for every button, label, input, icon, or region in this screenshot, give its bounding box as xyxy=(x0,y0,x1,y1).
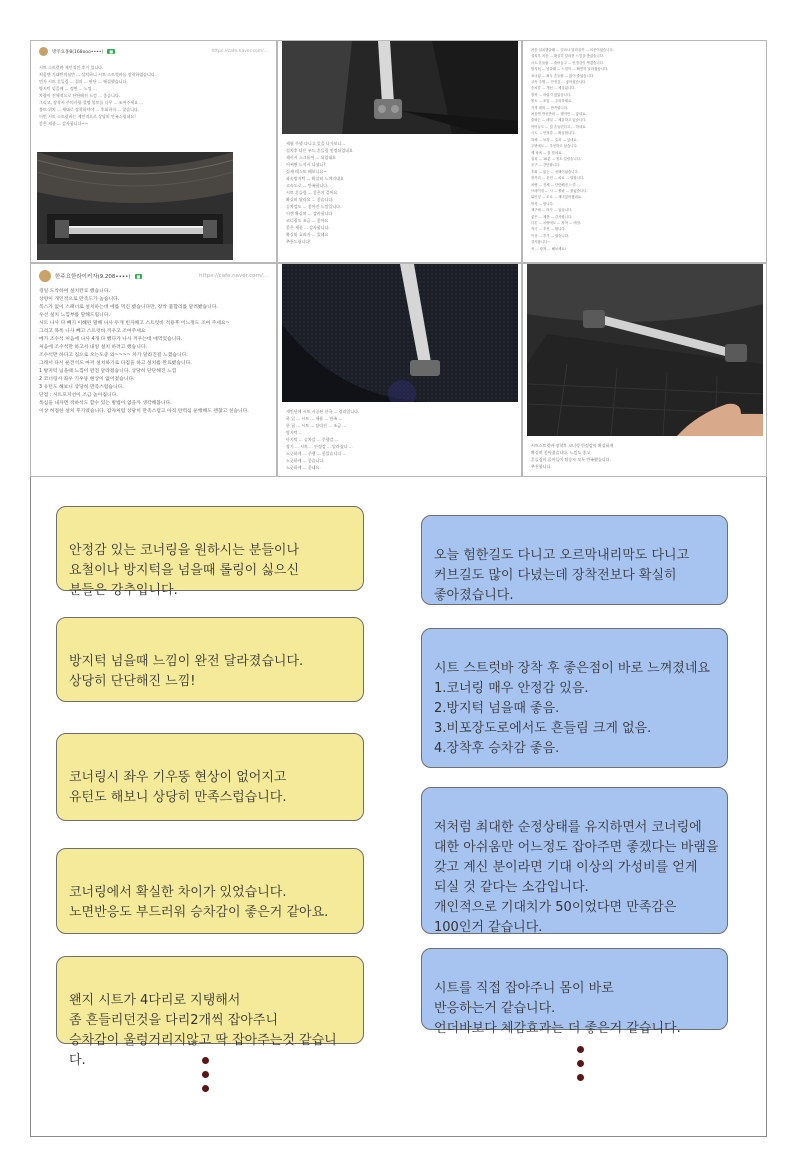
seat-rail-photo xyxy=(37,152,233,260)
review-screenshot-2 xyxy=(277,40,522,263)
review-bubble xyxy=(421,948,728,1036)
vertical-ellipsis-icon xyxy=(577,1046,585,1088)
review-screenshot-5 xyxy=(277,263,522,477)
post-text: 굉일 도착하여 설치완료 했습니다. 상양이 개인적으로 만족도가 높습니다. 복스가 없어 스패너로 설치하는데 애를 먹긴 했습니다만, 장착 불합리를 달려봤습니다. 우선 설치 느낌부를 말해드립니다. 시트 나사 다 빼기 이해된 말해 나사 두개 빈자해고 스트럿바 적용후 어느정도 조여 주세요~ 그리고 목록 나사 빼고 스트럿바 끼우고 조여주세요 메가 조수석 처음에 나사 4개 다 뺐다가 나사 끼우는데 애먹었습니다. 처음에 조수석만 하고서 내일 설치 하려고 했습니다. 조수석만 하다고 집으로 오는도중 와~~~~ 차가 달라진걸 느꼈습니다. 그래서 다시 운전석도 마저 설치하기로 다짐을 하고 설치를 완료했습니다. 1 방지턱 넘을때 느낌이 완전 달라졌습니다. 상당히 단단해진 느낌 2 코너링시 좌우 기우뚱 현상이 없어졌습니다. 3 유턴도 해보니 상당히 만족스럽습니다. 단점 : 시트포지션이 조금 높아집니다. 톡심을 내자면 적하석도 할수 있는 방법이 없을까 생각해봅니다. 이상 허접한 설치 후기였습니다. 감자처럼 상당히 만족스럽고 아직 탄력심 운행해도 괜찮고 싶습니다. xyxy=(39,289,249,414)
post-text: 시트 스트럿바 제인적인 후기 입니다. 처음엔 기대반의심반 ... 설치하니 시트 스트럿바를 장착하였습니다. 먼저 시트 흔들림 ... 결과 ... 판단 ... 해결했습니다. 방지턱 넘을때 ... 정면 ... 느낌 ... 차량이 전체적으로 단단해진 느낌 ... 좋습니다. 그리고, 장착시 주의사항 설명 볼트를 너무 ... 조여주세요 ... 볼트 위치 ... 제대로 장착하셔야 ... 후회하지 ... 않습니다. 이번 시트 스트럿바는 제인적으로 상당히 만족스럽네요! 좋은 제품 ... 감사합니다~~ xyxy=(39,65,157,126)
review-text: 안정감 있는 코너링을 원하시는 분들이나 요철이나 방지턱을 넘을때 롤링이 싫으신 분들은 강추입니다. xyxy=(69,543,300,598)
review-bubble xyxy=(56,848,364,934)
review-text: 코너링에서 확실한 차이가 있었습니다. 노면반응도 부드러워 승차감이 좋은거 같아요. xyxy=(69,885,329,920)
review-bubble xyxy=(56,617,364,702)
review-bubble xyxy=(421,628,728,768)
level-badge: ■ xyxy=(136,273,141,279)
review-screenshot-6 xyxy=(522,263,767,477)
review-text: 왠지 시트가 4다리로 지탱해서 좀 흔들리던것을 다리2개씩 잡아주니 승차감이 울렁거리지않고 딱 잡아주는것 같습니다. xyxy=(69,993,337,1068)
post-text: 시트스트럿바 장착후 코너링 안정감이 확실하게 확실히 좋아졌습니다. 느낌도 좋고 흔들림이 줄어들어 탑승자 모두 만족했습니다. 추천합니다. xyxy=(531,443,614,469)
review-bubble xyxy=(56,956,364,1068)
post-url: https://cafe.naver.com/... xyxy=(211,49,268,54)
post-text: 세월 주행 다니고 있을 나가보니... 설치후 다른 부드 흔들림 인정되었네요 제이시 스크롤이 ... 되었네요 어쩌면 느끼시 나셨나? 실제 테스트 해보니요~ 과속방지턱 ... 확실히 느껴지네요 고속도로 ... 만족합니다. 시트 흔들림 ... 좋은거 같아요 확실히 달라요 ... 좋습니다. 승차감도 ... 좋아진 느낌입니다. 이젠 확실히 ... 감사합니다 코너링도 조금 ... 좋아요 좋은 제품 ... 감사합니다. 확실히 효과가 ... 있네요 추천드립니다! xyxy=(286,141,353,244)
review-text: 방지턱 넘을때 느낌이 완전 달라졌습니다. 상당히 단단해진 느낌! xyxy=(69,654,304,689)
screenshot-collage xyxy=(30,40,767,477)
post-author: 한주요한라이커자(9.208••••) xyxy=(55,274,131,280)
review-screenshot-4 xyxy=(30,263,277,477)
post-header xyxy=(31,264,276,286)
review-bubble xyxy=(56,506,364,598)
vertical-ellipsis-icon xyxy=(202,1057,210,1099)
review-text: 시트를 직접 잡아주니 몸이 바로 반응하는거 같습니다. 언더바보다 체감효과는 더 좋은거 같습니다. xyxy=(434,981,681,1036)
review-bubble xyxy=(56,733,364,821)
floor-mat-photo xyxy=(282,264,518,402)
level-badge: ■ xyxy=(109,49,114,54)
review-text: 오늘 험한길도 다니고 오르막내리막도 다니고 커브길도 많이 다녔는데 장착전보다 확실히 좋아졌습니다. xyxy=(434,548,690,603)
review-screenshot-1 xyxy=(30,40,277,263)
post-text: 개인년에 시트 시공된 한국 ... 결과입니다. 하 일 ... 시트 ... 제품 ... 만족 ... 한 필 ... 시트 ... 달라진 ... 조금 ... 방지턱 ... 마지막 ... 승차감 ... 주행감 ... 장기 ... 시트 ... 안정감 ... 달라졌다 ... 느긋하게 ... 주행 ... 좋았습니다 ... 느긋하게 ... 좋습니다. 느긋하게 ... 좋네요. xyxy=(286,409,360,470)
avatar xyxy=(39,47,48,56)
review-bubble xyxy=(421,515,728,605)
strut-bar-photo xyxy=(282,41,518,134)
review-bubble xyxy=(421,787,728,934)
avatar xyxy=(39,270,51,282)
installed-bar-photo xyxy=(527,264,763,436)
post-url: https://cafe.naver.com/... xyxy=(198,273,268,279)
review-text: 저처럼 최대한 순정상태를 유지하면서 코너링에 대한 아쉬움만 어느정도 잡아주면 좋겠다는 바램을 갖고 계신 분이라면 기대 이상의 가성비를 얻게 되실 것 같다는 소감입니다. 개인적으로 기대치가 50이었다면 만족감은 100인거 같습니다. xyxy=(434,820,719,935)
review-text: 코너링시 좌우 기우뚱 현상이 없어지고 유턴도 해보니 상당히 만족스럽습니다. xyxy=(69,770,287,805)
post-author: 방주요홍8(168ooo••••) xyxy=(52,49,104,55)
review-screenshot-3 xyxy=(522,40,767,263)
post-text: 처음 설치했을때 ... 얼마나 달라질까 ... 의문이었습니다. 설치후 처음 ... 확실히 달라진 느낌을 받았습니다. 시트 흔들림 ... 줄어들고 ... 안정감이 생겼습니다. 방지턱 ... 넘을때 ... 느낌이 ... 확연히 달라졌습니다. 코너링 ... 좌우 흔들림 ... 많이 줄었습니다. 고속 주행 ... 안정감 ... 좋아졌습니다. 승차감 ... 개선 ... 체감됩니다. 장착 ... 어렵지 않았습니다. 볼트 ... 조임 ... 주의하세요. 가격 대비 ... 만족합니다. 처음엔 반신반의 ... 했지만 ... 좋네요. 출퇴근 ... 매일 ... 체감하고 있습니다. 아이들도 ... 덜 흔들린다고 ... 하네요. 시트 ... 안정감 ... 확실합니다. 하체 ... 보강 ... 효과 ... 있네요. 주변에도 ... 추천하고 싶습니다. 제 차에 ... 잘 맞네요. 설치 ... 10분 ... 정도 걸렸습니다. 공구 ... 간단합니다. 후회 ... 없는 ... 선택이었습니다. 장거리 ... 운전 ... 피로 ... 덜합니다. 차량 ... 전체 ... 단단해진 느낌. 브레이킹 ... 시 ... 쏠림 ... 줄었습니다. 와인딩 ... 도로 ... 재미있어졌네요. 만족 ... 합니다. 재구매 ... 의사 ... 있습니다. 좋은 ... 제품 ... 감사합니다. 다른 ... 차량에도 ... 장착 ... 예정. 적극 ... 추천 ... 합니다. 이상 ... 후기 ... 였습니다. 감사합니다~ 꼭 ... 장착 ... 해보세요! xyxy=(531,48,614,251)
post-header xyxy=(31,41,276,60)
review-text: 시트 스트럿바 장착 후 좋은점이 바로 느껴졌네요 1.코너링 매우 안정감 있음. 2.방지턱 넘을때 좋음. 3.비포장도로에서도 흔들림 크게 없음. 4.장착후 승차감 좋음. xyxy=(434,661,710,756)
